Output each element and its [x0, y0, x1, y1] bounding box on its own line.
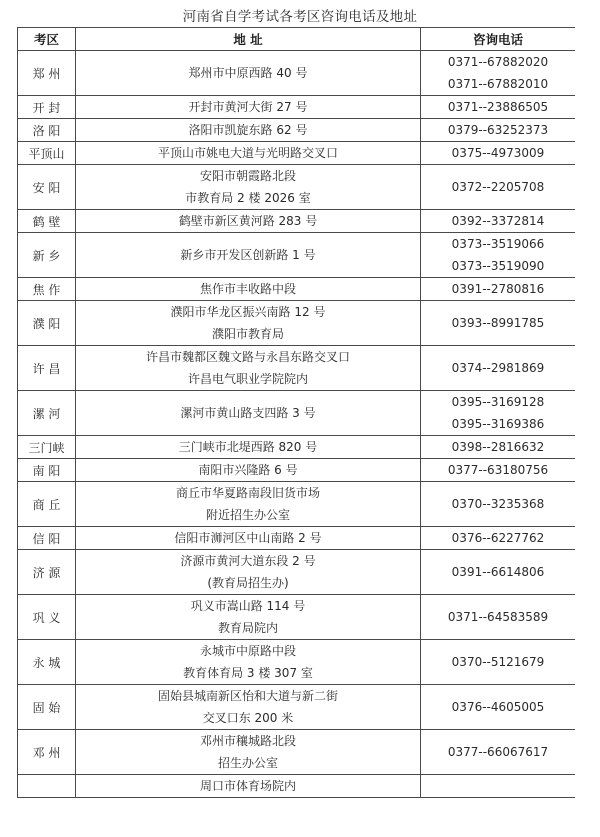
table-row [18, 730, 576, 775]
table-row [18, 436, 576, 459]
address-line: 交叉口东 200 米 [202, 711, 294, 725]
phone-cell [421, 527, 576, 550]
table-row [18, 233, 576, 278]
phone-number: 0374--2981869 [451, 361, 545, 375]
phone-number: 0372--2205708 [451, 180, 545, 194]
area-cell: 开 封 [18, 96, 76, 119]
table-row [18, 346, 576, 391]
area-cell: 邓 州 [18, 730, 76, 775]
area-cell: 洛 阳 [18, 119, 76, 142]
contact-table [17, 27, 575, 798]
address-cell [76, 640, 421, 685]
table-row [18, 96, 576, 119]
phone-number: 0379--63252373 [447, 123, 549, 137]
phone-number: 0370--3235368 [451, 497, 545, 511]
phone-number: 0371--64583589 [447, 610, 549, 624]
phone-number: 0370--5121679 [451, 655, 545, 669]
table-row [18, 482, 576, 527]
table-row [18, 51, 576, 96]
phone-cell [421, 165, 576, 210]
phone-number: 0392--3372814 [451, 214, 545, 228]
address-line: 安阳市朝霞路北段 [199, 169, 296, 183]
phone-cell [421, 640, 576, 685]
address-line: 鹤壁市新区黄河路 283 号 [178, 214, 318, 228]
address-line: 许昌电气职业学院院内 [187, 372, 308, 386]
phone-number [423, 775, 573, 797]
table-row [18, 595, 576, 640]
phone-cell [421, 301, 576, 346]
address-line: 洛阳市凯旋东路 62 号 [188, 123, 308, 137]
table-row [18, 142, 576, 165]
table-row [18, 550, 576, 595]
phone-cell [421, 233, 576, 278]
address-cell [76, 346, 421, 391]
address-line: 商丘市华夏路南段旧货市场 [175, 486, 320, 500]
address-cell [76, 301, 421, 346]
area-cell: 济 源 [18, 550, 76, 595]
area-cell: 安 阳 [18, 165, 76, 210]
table-row [18, 640, 576, 685]
area-cell: 三门峡 [18, 436, 76, 459]
address-cell [76, 775, 421, 798]
table-body [18, 51, 576, 798]
address-line: 邓州市穰城路北段 [199, 734, 296, 748]
address-cell [76, 527, 421, 550]
area-cell: 永 城 [18, 640, 76, 685]
contact-table-wrapper [17, 27, 575, 837]
address-cell [76, 96, 421, 119]
phone-number: 0391--2780816 [451, 282, 545, 296]
phone-number: 0398--2816632 [451, 440, 545, 454]
area-cell: 漯 河 [18, 391, 76, 436]
phone-number: 0377--63180756 [447, 463, 549, 477]
address-line: 三门峡市北堤西路 820 号 [178, 440, 318, 454]
address-line: 新乡市开发区创新路 1 号 [180, 248, 316, 262]
address-cell [76, 165, 421, 210]
area-cell: 固 始 [18, 685, 76, 730]
area-cell: 商 丘 [18, 482, 76, 527]
phone-number: 0376--4605005 [451, 700, 545, 714]
address-line: 教育体育局 3 楼 307 室 [183, 666, 313, 680]
address-line: 漯河市黄山路支四路 3 号 [180, 406, 316, 420]
phone-cell [421, 96, 576, 119]
phone-number: 0377--66067617 [447, 745, 549, 759]
phone-cell [421, 210, 576, 233]
address-line: 周口市体育场院内 [199, 779, 296, 793]
phone-number: 0395--3169128 [451, 395, 545, 409]
address-line: 南阳市兴隆路 6 号 [198, 463, 298, 477]
phone-number: 0395--3169386 [451, 417, 545, 431]
address-line: 濮阳市华龙区振兴南路 12 号 [170, 305, 326, 319]
header-row [18, 28, 576, 51]
phone-cell [421, 391, 576, 436]
phone-number: 0373--3519090 [451, 259, 545, 273]
document-title: 河南省自学考试各考区咨询电话及地址 [182, 9, 418, 25]
address-line: 开封市黄河大街 27 号 [188, 100, 308, 114]
area-cell: 焦 作 [18, 278, 76, 301]
phone-cell [421, 459, 576, 482]
header-address: 地 址 [76, 28, 421, 51]
table-row [18, 685, 576, 730]
phone-number: 0391--6614806 [451, 565, 545, 579]
address-cell [76, 685, 421, 730]
phone-cell [421, 685, 576, 730]
address-line: 平顶山市姚电大道与光明路交叉口 [157, 146, 338, 160]
address-line: (教育局招生办) [207, 576, 289, 590]
address-cell [76, 436, 421, 459]
phone-cell [421, 482, 576, 527]
address-cell [76, 142, 421, 165]
area-cell: 信 阳 [18, 527, 76, 550]
phone-number: 0393--8991785 [451, 316, 545, 330]
area-cell [18, 775, 76, 798]
address-line: 附近招生办公室 [205, 508, 290, 522]
address-line: 永城市中原路中段 [199, 644, 296, 658]
address-line: 许昌市魏都区魏文路与永昌东路交叉口 [145, 350, 350, 364]
address-cell [76, 278, 421, 301]
address-cell [76, 391, 421, 436]
phone-number: 0375--4973009 [451, 146, 545, 160]
phone-cell [421, 775, 576, 798]
area-cell: 濮 阳 [18, 301, 76, 346]
address-line: 巩义市嵩山路 114 号 [190, 599, 306, 613]
address-line: 固始县城南新区怡和大道与新二街 [157, 689, 338, 703]
address-line: 郑州市中原西路 40 号 [188, 66, 308, 80]
phone-cell [421, 142, 576, 165]
phone-cell [421, 436, 576, 459]
address-cell [76, 233, 421, 278]
address-line: 济源市黄河大道东段 2 号 [180, 554, 316, 568]
phone-cell [421, 595, 576, 640]
phone-number: 0371--67882010 [447, 77, 549, 91]
address-line: 招生办公室 [217, 756, 278, 770]
phone-number: 0376--6227762 [451, 531, 545, 545]
phone-cell [421, 51, 576, 96]
header-area: 考区 [18, 28, 76, 51]
table-row [18, 210, 576, 233]
area-cell: 鹤 壁 [18, 210, 76, 233]
address-cell [76, 51, 421, 96]
phone-number: 0371--67882020 [447, 55, 549, 69]
area-cell: 新 乡 [18, 233, 76, 278]
phone-cell [421, 278, 576, 301]
area-cell: 郑 州 [18, 51, 76, 96]
address-cell [76, 595, 421, 640]
table-row [18, 775, 576, 798]
header-phone: 咨询电话 [421, 28, 576, 51]
table-row [18, 301, 576, 346]
address-cell [76, 210, 421, 233]
address-line: 焦作市丰收路中段 [199, 282, 296, 296]
table-row [18, 119, 576, 142]
address-cell [76, 482, 421, 527]
table-row [18, 527, 576, 550]
area-cell: 平顶山 [18, 142, 76, 165]
address-cell [76, 550, 421, 595]
table-row [18, 391, 576, 436]
table-row [18, 278, 576, 301]
phone-cell [421, 550, 576, 595]
phone-cell [421, 119, 576, 142]
phone-cell [421, 730, 576, 775]
phone-number: 0373--3519066 [451, 237, 545, 251]
area-cell: 巩 义 [18, 595, 76, 640]
address-line: 教育局院内 [217, 621, 278, 635]
area-cell: 许 昌 [18, 346, 76, 391]
table-row [18, 165, 576, 210]
address-line: 信阳市浉河区中山南路 2 号 [174, 531, 322, 545]
address-cell [76, 119, 421, 142]
address-line: 濮阳市教育局 [211, 327, 284, 341]
phone-number: 0371--23886505 [447, 100, 549, 114]
address-line: 市教育局 2 楼 2026 室 [185, 191, 311, 205]
table-row [18, 459, 576, 482]
area-cell: 南 阳 [18, 459, 76, 482]
address-cell [76, 730, 421, 775]
address-cell [76, 459, 421, 482]
phone-cell [421, 346, 576, 391]
